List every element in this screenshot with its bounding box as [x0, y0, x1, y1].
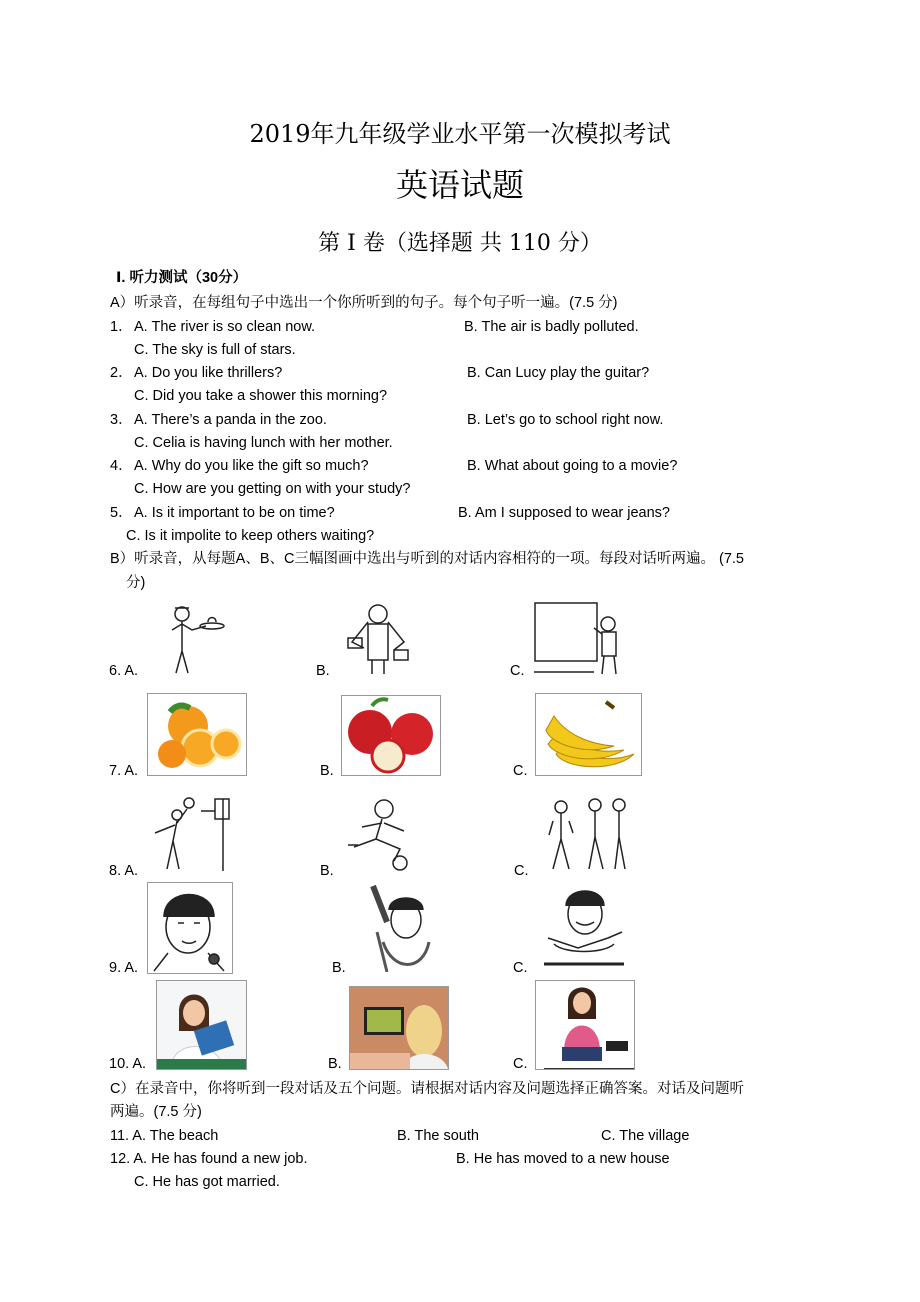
teacher-picture	[532, 600, 626, 676]
part-b-instruction-cont: 分)	[126, 575, 146, 591]
q10-label-b: B.	[328, 1056, 342, 1072]
q2-number: 2．	[110, 365, 133, 381]
q1-option-b: B. The air is badly polluted.	[464, 319, 639, 335]
q1-number: 1．	[110, 319, 133, 335]
q2-option-a: A. Do you like thrillers?	[134, 365, 283, 381]
waiter-picture	[160, 600, 230, 676]
q9-label-c: C.	[513, 960, 528, 976]
athlete-with-torch-picture	[363, 882, 433, 972]
football-picture	[344, 795, 428, 873]
q6-label-a: 6. A.	[109, 663, 139, 679]
q9-label-b: B.	[332, 960, 346, 976]
part-c-instruction: C）在录音中，你将听到一段对话及五个问题。请根据对话内容及问题选择正确答案。对话及问题听	[110, 1081, 744, 1097]
q4-number: 4．	[110, 458, 133, 474]
q5-option-a: A. Is it important to be on time?	[134, 505, 335, 521]
q9-label-a: 9. A.	[109, 960, 139, 976]
q2-option-c: C. Did you take a shower this morning?	[134, 388, 388, 404]
q8-label-b: B.	[320, 863, 334, 879]
part-b-instruction: B）听录音，从每题A、B、C三幅图画中选出与听到的对话内容相符的一项。每段对话听两遍。 (7.5	[110, 551, 744, 567]
smiling-man-picture	[540, 882, 628, 972]
q6-label-c: C.	[510, 663, 525, 679]
section-heading: Ⅰ. 听力测试（30分）	[116, 270, 248, 286]
q2-option-b: B. Can Lucy play the guitar?	[467, 365, 650, 381]
q10-label-a: 10. A.	[109, 1056, 147, 1072]
woman-on-phone-picture	[535, 980, 635, 1070]
q5-option-c: C. Is it impolite to keep others waiting?	[126, 528, 375, 544]
q3-option-b: B. Let’s go to school right now.	[467, 412, 664, 428]
exam-title: 2019年九年级学业水平第一次模拟考试	[249, 120, 671, 148]
q3-option-c: C. Celia is having lunch with her mother.	[134, 435, 393, 451]
part-c-instruction-cont: 两遍。(7.5 分)	[110, 1104, 202, 1120]
q12-option-b: B. He has moved to a new house	[456, 1151, 670, 1167]
q12-option-a: 12. A. He has found a new job.	[110, 1151, 308, 1167]
part-a-instruction: A）听录音，在每组句子中选出一个你所听到的句子。每个句子听一遍。(7.5 分)	[110, 295, 618, 311]
q8-label-c: C.	[514, 863, 529, 879]
basketball-picture	[145, 795, 237, 873]
q7-label-b: B.	[320, 763, 334, 779]
doctor-picture	[338, 600, 422, 676]
q3-number: 3．	[110, 412, 133, 428]
q7-label-c: C.	[513, 763, 528, 779]
q4-option-a: A. Why do you like the gift so much?	[134, 458, 369, 474]
apple-picture	[341, 695, 441, 776]
volume-title: 第 I 卷（选择题 共 110 分）	[318, 231, 602, 256]
q1-option-a: A. The river is so clean now.	[134, 319, 316, 335]
q4-option-c: C. How are you getting on with your study?	[134, 481, 411, 497]
running-picture	[545, 795, 629, 873]
q3-option-a: A. There’s a panda in the zoo.	[134, 412, 327, 428]
subject-title: 英语试题	[395, 166, 524, 204]
woman-reading-picture	[156, 980, 247, 1070]
q12-option-c: C. He has got married.	[134, 1174, 280, 1190]
banana-picture	[535, 693, 642, 776]
q4-option-b: B. What about going to a movie?	[467, 458, 678, 474]
q7-label-a: 7. A.	[109, 763, 139, 779]
q5-number: 5．	[110, 505, 133, 521]
girl-watching-tv-picture	[349, 986, 449, 1070]
q10-label-c: C.	[513, 1056, 528, 1072]
q11-option-a: 11. A. The beach	[110, 1128, 219, 1144]
orange-picture	[147, 693, 247, 776]
q11-option-b: B. The south	[397, 1128, 479, 1144]
man-with-mic-picture	[147, 882, 233, 974]
q1-option-c: C. The sky is full of stars.	[134, 342, 296, 358]
q6-label-b: B.	[316, 663, 330, 679]
q11-option-c: C. The village	[601, 1128, 690, 1144]
q5-option-b: B. Am I supposed to wear jeans?	[458, 505, 670, 521]
q8-label-a: 8. A.	[109, 863, 139, 879]
